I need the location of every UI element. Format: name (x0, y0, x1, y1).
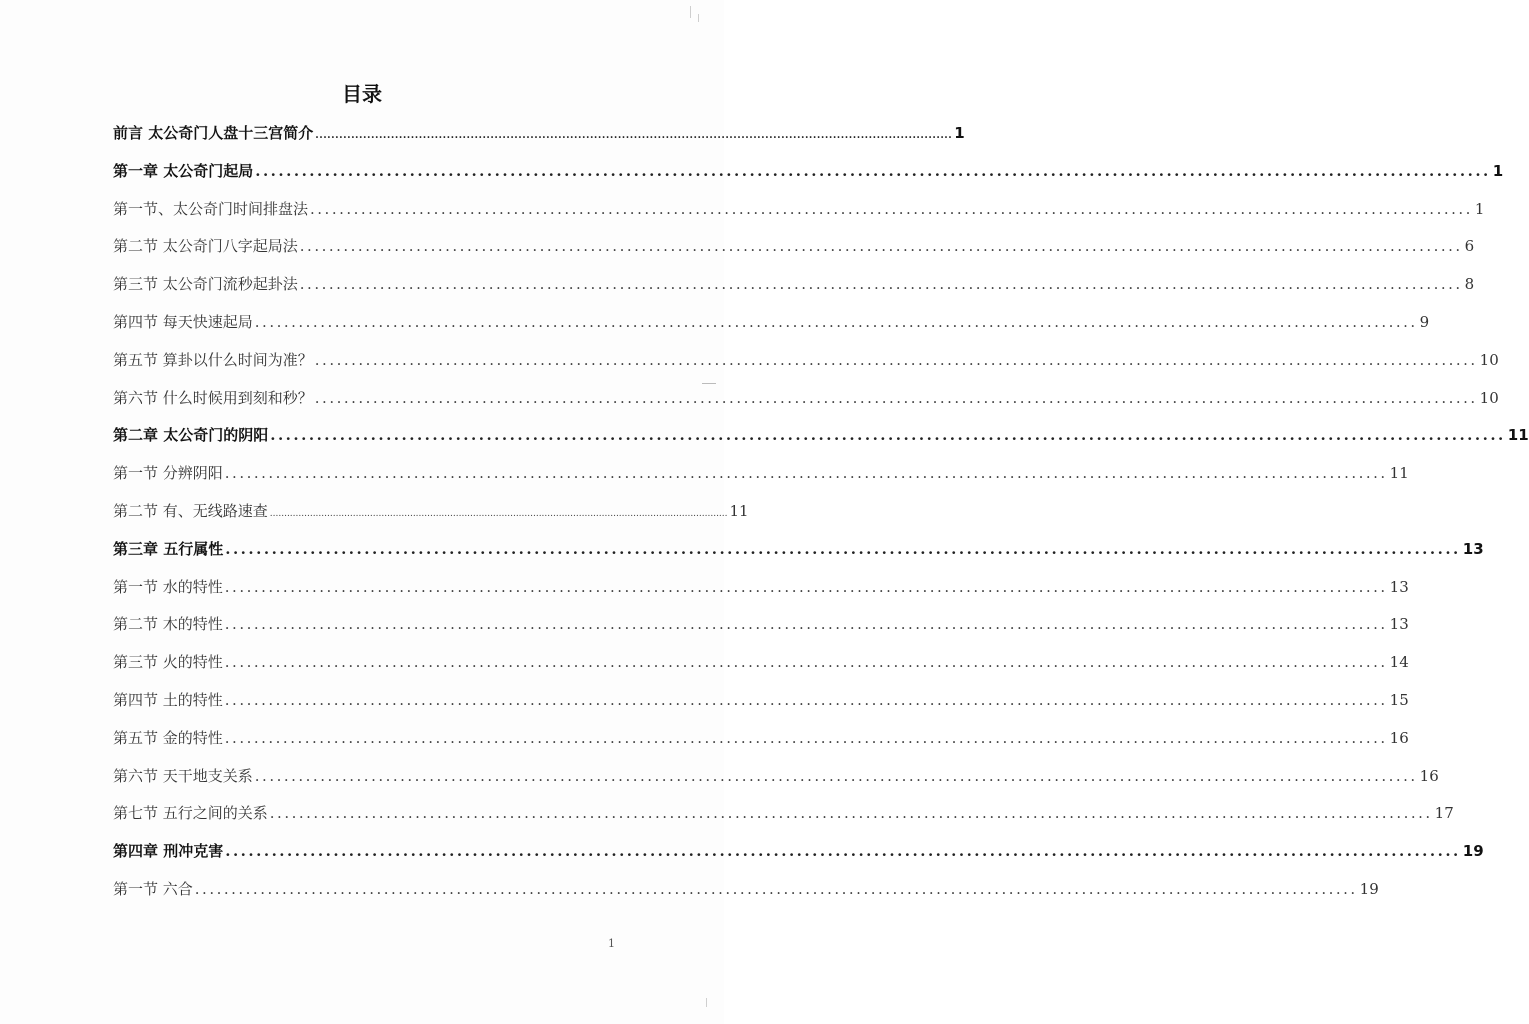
toc-entry-label: 第一节、太公奇门时间排盘法 (113, 199, 309, 218)
toc-entry-label: 第三章 五行属性 (113, 539, 224, 558)
toc-entry-page-number: 11 (729, 501, 749, 520)
toc-entry-label: 第三节 太公奇门流秒起卦法 (113, 275, 298, 294)
toc-dot-leader: ................................................................................................................................................................ (314, 350, 1478, 369)
toc-section-entry (113, 644, 1409, 682)
toc-entry-page-number: 11 (1507, 426, 1529, 445)
toc-dot-leader: ................................................................................................................................................................ (254, 766, 1418, 785)
toc-entry-label: 第四节 每天快速起局 (113, 312, 253, 331)
toc-dot-leader: ................................................................................................................................................................ (269, 804, 1433, 823)
toc-dot-leader: ................................................................................................................................................................ (224, 577, 1388, 596)
toc-section-entry (113, 342, 1499, 380)
toc-dot-leader: ................................................................................................................................................................ (314, 388, 1478, 407)
toc-dot-leader: ................................................................................................................................................................ (269, 508, 728, 519)
toc-entry-label: 第六节 什么时候用到刻和秒？ (113, 388, 313, 407)
toc-section-entry (113, 191, 1485, 229)
toc-section-entry (113, 606, 1409, 644)
toc-entry-page-number: 11 (1389, 464, 1409, 483)
toc-dot-leader: ................................................................................................................................................................ (315, 130, 953, 141)
toc-entry-page-number: 19 (1462, 842, 1484, 861)
scan-speck (698, 14, 699, 22)
toc-entry-label: 前言 太公奇门人盘十三宫简介 (113, 124, 314, 142)
toc-entry-label: 第一章 太公奇门起局 (113, 161, 254, 180)
toc-dot-leader: ................................................................................................................................................................ (194, 879, 1358, 898)
toc-entry-page-number: 13 (1389, 615, 1409, 634)
toc-entry-page-number: 10 (1479, 350, 1499, 369)
toc-entry-label: 第二节 有、无线路速查 (113, 501, 268, 520)
toc-entry-label: 第一节 六合 (113, 879, 193, 898)
toc-entry-label: 第五节 金的特性 (113, 728, 223, 747)
toc-entry-label: 第三节 火的特性 (113, 653, 223, 672)
toc-dot-leader: ................................................................................................................................................................ (224, 464, 1388, 483)
toc-section-entry (113, 758, 1439, 796)
toc-dot-leader: ................................................................................................................................................................ (224, 728, 1388, 747)
toc-entry-page-number: 1 (1474, 199, 1485, 218)
toc-entry-label: 第一节 分辨阴阳 (113, 464, 223, 483)
toc-entry-label: 第二章 太公奇门的阴阳 (113, 426, 269, 445)
toc-entry-page-number: 14 (1389, 653, 1409, 672)
toc-section-entry (113, 493, 749, 531)
toc-section-entry (113, 682, 1409, 720)
toc-section-entry (113, 871, 1379, 909)
table-of-contents (113, 115, 1529, 909)
toc-entry-page-number: 9 (1419, 312, 1430, 331)
page-title: 目录 (342, 82, 382, 106)
scan-margin-mark (702, 383, 716, 384)
scan-speck (690, 6, 691, 18)
toc-entry-label: 第五节 算卦以什么时间为准？ (113, 350, 313, 369)
toc-entry-label: 第七节 五行之间的关系 (113, 804, 268, 823)
toc-dot-leader: ................................................................................................................................................................ (224, 653, 1388, 672)
toc-dot-leader: ................................................................................................................................................................ (299, 237, 1463, 256)
toc-entry-page-number: 8 (1464, 275, 1475, 294)
toc-entry-label: 第二节 木的特性 (113, 615, 223, 634)
toc-section-entry (113, 304, 1430, 342)
toc-entry-page-number: 1 (954, 124, 965, 142)
toc-section-entry (113, 795, 1454, 833)
toc-section-entry (113, 720, 1409, 758)
toc-section-entry (113, 380, 1499, 418)
toc-dot-leader: ................................................................................................................................................................ (310, 199, 1473, 218)
toc-entry-page-number: 13 (1389, 577, 1409, 596)
toc-entry-page-number: 19 (1359, 879, 1379, 898)
toc-entry-label: 第一节 水的特性 (113, 577, 223, 596)
toc-entry-page-number: 15 (1389, 690, 1409, 709)
toc-preface-entry (113, 115, 965, 153)
toc-dot-leader: ................................................................................................................................................................ (224, 690, 1388, 709)
toc-entry-label: 第四章 刑冲克害 (113, 842, 224, 861)
toc-section-entry (113, 569, 1409, 607)
toc-chapter-entry (113, 833, 1484, 871)
toc-entry-page-number: 17 (1434, 804, 1454, 823)
toc-entry-page-number: 6 (1464, 237, 1475, 256)
toc-entry-page-number: 13 (1462, 539, 1484, 558)
toc-entry-page-number: 16 (1419, 766, 1439, 785)
toc-dot-leader: ................................................................................................................................................................ (270, 426, 1506, 445)
toc-entry-page-number: 10 (1479, 388, 1499, 407)
toc-section-entry (113, 266, 1475, 304)
toc-dot-leader: ................................................................................................................................................................ (254, 312, 1418, 331)
toc-section-entry (113, 228, 1475, 266)
toc-dot-leader: ................................................................................................................................................................ (224, 615, 1388, 634)
toc-dot-leader: ................................................................................................................................................................ (225, 842, 1461, 861)
toc-entry-page-number: 1 (1492, 161, 1504, 180)
toc-dot-leader: ................................................................................................................................................................ (299, 275, 1463, 294)
toc-chapter-entry (113, 153, 1504, 191)
toc-chapter-entry (113, 531, 1484, 569)
toc-chapter-entry (113, 417, 1529, 455)
toc-section-entry (113, 455, 1409, 493)
toc-entry-label: 第四节 土的特性 (113, 690, 223, 709)
toc-entry-label: 第二节 太公奇门八字起局法 (113, 237, 298, 256)
toc-entry-label: 第六节 天干地支关系 (113, 766, 253, 785)
footer-page-number: 1 (608, 937, 615, 950)
toc-dot-leader: ................................................................................................................................................................ (225, 539, 1461, 558)
toc-entry-page-number: 16 (1389, 728, 1409, 747)
scan-speck (706, 998, 707, 1007)
toc-dot-leader: ................................................................................................................................................................ (255, 161, 1491, 180)
